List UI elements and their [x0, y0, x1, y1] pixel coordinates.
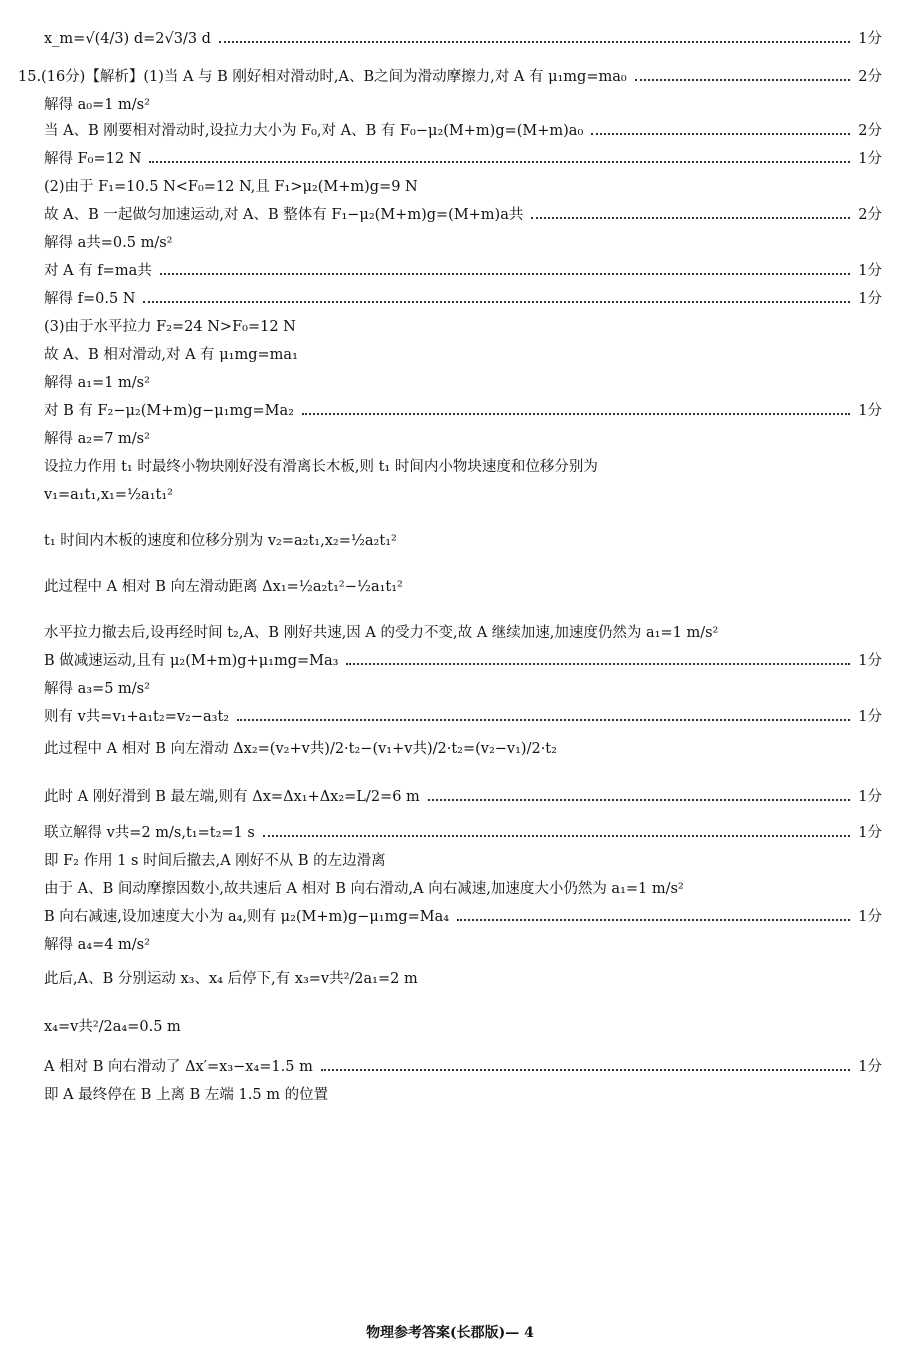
solution-line	[44, 262, 882, 280]
solution-text: 解得 a₂=7 m/s²	[44, 431, 150, 447]
score-label: 2分	[858, 69, 882, 85]
leader-dots	[160, 273, 851, 275]
solution-line	[44, 624, 882, 642]
solution-text: v₁=a₁t₁,x₁=½a₁t₁²	[44, 487, 173, 503]
solution-text: 解得 f=0.5 N	[44, 291, 136, 307]
leader-dots	[531, 217, 850, 219]
score-label: 2分	[858, 123, 882, 139]
solution-line	[44, 96, 882, 114]
score-label: 1分	[858, 151, 882, 167]
solution-text: 解得 a₃=5 m/s²	[44, 681, 150, 697]
solution-line	[44, 150, 882, 168]
solution-text: (2)由于 F₁=10.5 N<F₀=12 N,且 F₁>μ₂(M+m)g=9 N	[44, 179, 418, 195]
solution-text: 故 A、B 相对滑动,对 A 有 μ₁mg=ma₁	[44, 347, 298, 363]
solution-text: 即 F₂ 作用 1 s 时间后撤去,A 刚好不从 B 的左边滑离	[44, 853, 386, 869]
solution-text: 当 A、B 刚要相对滑动时,设拉力大小为 F₀,对 A、B 有 F₀−μ₂(M+m)g=(M+m)a₀	[44, 123, 584, 139]
solution-text: 对 B 有 F₂−μ₂(M+m)g−μ₁mg=Ma₂	[44, 403, 294, 419]
solution-line	[44, 458, 882, 476]
score-label: 1分	[858, 291, 882, 307]
solution-line	[44, 824, 882, 842]
solution-text: 联立解得 v共=2 m/s,t₁=t₂=1 s	[44, 825, 255, 841]
score-label: 1分	[858, 653, 882, 669]
solution-text: 此时 A 刚好滑到 B 最左端,则有 Δx=Δx₁+Δx₂=L/2=6 m	[44, 789, 420, 805]
leader-dots	[263, 835, 850, 837]
solution-line	[44, 680, 882, 698]
solution-text: A 相对 B 向右滑动了 Δx′=x₃−x₄=1.5 m	[44, 1059, 313, 1075]
solution-text: 故 A、B 一起做匀加速运动,对 A、B 整体有 F₁−μ₂(M+m)g=(M+m)a共	[44, 207, 524, 223]
solution-text: 此过程中 A 相对 B 向左滑动 Δx₂=(v₂+v共)/2·t₂−(v₁+v共)/2·t₂=(v₂−v₁)/2·t₂	[44, 741, 557, 757]
solution-line	[44, 578, 882, 596]
score-label: 1分	[858, 263, 882, 279]
solution-line	[44, 178, 882, 196]
score-label: 1分	[858, 31, 882, 47]
solution-text: B 向右减速,设加速度大小为 a₄,则有 μ₂(M+m)g−μ₁mg=Ma₄	[44, 909, 450, 925]
solution-text: 水平拉力撤去后,设再经时间 t₂,A、B 刚好共速,因 A 的受力不变,故 A 继续加速,加速度仍然为 a₁=1 m/s²	[44, 625, 719, 641]
solution-text: 解得 a共=0.5 m/s²	[44, 235, 173, 251]
solution-line	[44, 430, 882, 448]
solution-line	[44, 206, 882, 224]
score-label: 1分	[858, 403, 882, 419]
leader-dots	[237, 719, 850, 721]
solution-text: 由于 A、B 间动摩擦因数小,故共速后 A 相对 B 向右滑动,A 向右减速,加速度大小仍然为 a₁=1 m/s²	[44, 881, 684, 897]
solution-text: 解得 a₁=1 m/s²	[44, 375, 150, 391]
solution-line	[44, 234, 882, 252]
leader-dots	[635, 79, 851, 81]
score-label: 1分	[858, 789, 882, 805]
solution-line	[44, 346, 882, 364]
solution-text: 对 A 有 f=ma共	[44, 263, 152, 279]
solution-text: 解得 a₄=4 m/s²	[44, 937, 150, 953]
score-label: 2分	[858, 207, 882, 223]
score-label: 1分	[858, 909, 882, 925]
score-label: 1分	[858, 825, 882, 841]
score-label: 1分	[858, 1059, 882, 1075]
solution-line	[44, 122, 882, 140]
leader-dots	[321, 1069, 850, 1071]
solution-line	[44, 936, 882, 954]
solution-line	[44, 1018, 882, 1036]
solution-line	[44, 486, 882, 504]
leader-dots	[302, 413, 850, 415]
score-label: 1分	[858, 709, 882, 725]
solution-text: 则有 v共=v₁+a₁t₂=v₂−a₃t₂	[44, 709, 230, 725]
solution-text: 此过程中 A 相对 B 向左滑动距离 Δx₁=½a₂t₁²−½a₁t₁²	[44, 579, 403, 595]
solution-text: 此后,A、B 分别运动 x₃、x₄ 后停下,有 x₃=v共²/2a₁=2 m	[44, 971, 418, 987]
solution-line	[44, 30, 882, 48]
solution-line	[44, 970, 882, 988]
leader-dots	[457, 919, 850, 921]
solution-text: B 做减速运动,且有 μ₂(M+m)g+μ₁mg=Ma₃	[44, 653, 339, 669]
solution-line	[44, 532, 882, 550]
solution-text: x₄=v共²/2a₄=0.5 m	[44, 1019, 181, 1035]
solution-text: 15.(16分)【解析】(1)当 A 与 B 刚好相对滑动时,A、B之间为滑动摩擦力,对 A 有 μ₁mg=ma₀	[18, 69, 627, 85]
solution-line	[44, 652, 882, 670]
solution-line	[44, 708, 882, 726]
solution-text: 即 A 最终停在 B 上离 B 左端 1.5 m 的位置	[44, 1087, 329, 1103]
leader-dots	[143, 301, 850, 303]
solution-text: 解得 F₀=12 N	[44, 151, 142, 167]
page-footer: 物理参考答案(长郡版)— 4	[366, 1325, 534, 1341]
solution-line	[44, 740, 882, 758]
solution-line	[44, 880, 882, 898]
solution-text: (3)由于水平拉力 F₂=24 N>F₀=12 N	[44, 319, 296, 335]
solution-text: x_m=√(4/3) d=2√3/3 d	[44, 31, 211, 47]
solution-line	[44, 374, 882, 392]
leader-dots	[219, 41, 850, 43]
solution-line	[44, 852, 882, 870]
solution-text: 解得 a₀=1 m/s²	[44, 97, 150, 113]
solution-line	[44, 788, 882, 806]
leader-dots	[149, 161, 850, 163]
solution-line	[44, 402, 882, 420]
leader-dots	[428, 799, 850, 801]
solution-line	[44, 290, 882, 308]
solution-line	[44, 1086, 882, 1104]
solution-text: t₁ 时间内木板的速度和位移分别为 v₂=a₂t₁,x₂=½a₂t₁²	[44, 533, 397, 549]
solution-text: 设拉力作用 t₁ 时最终小物块刚好没有滑离长木板,则 t₁ 时间内小物块速度和位移分别为	[44, 459, 598, 475]
solution-line	[18, 68, 882, 86]
leader-dots	[346, 663, 850, 665]
solution-line	[44, 908, 882, 926]
solution-line	[44, 1058, 882, 1076]
solution-line	[44, 318, 882, 336]
leader-dots	[591, 133, 850, 135]
